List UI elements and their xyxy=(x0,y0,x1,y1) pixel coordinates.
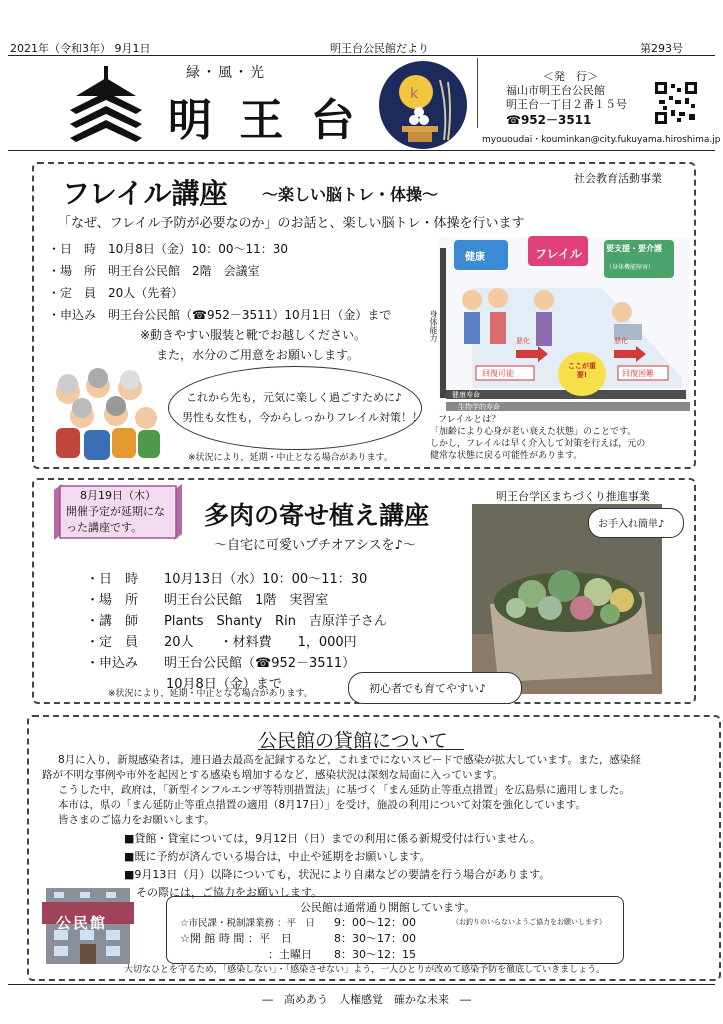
diagram-label-care: 要支援・要介護 xyxy=(606,244,662,253)
issuer-name: 福山市明王台公民館 xyxy=(506,84,605,97)
frailty-row-apply: ・申込み 明王台公民館（☎952－3511）10月1日（金）まで xyxy=(48,308,392,322)
frailty-definition-question: フレイルとは？ xyxy=(438,415,501,425)
frailty-bubble-line2: 男性も女性も，今からしっかりフレイル対策！！ xyxy=(182,411,424,424)
diagram-label-worse-right: 悪化 xyxy=(614,337,628,345)
frailty-definition-line3: 健常な状態に戻る可能性があります。 xyxy=(430,451,583,461)
succulent-deadline: 10月8日（金）まで xyxy=(166,677,282,692)
rental-bullet4: その際には，ご協力をお願いします。 xyxy=(136,886,323,899)
issuer-label: ＜発 行＞ xyxy=(543,70,598,83)
frailty-bubble-line1: これから先も，元気に楽しく過ごすために♪ xyxy=(186,391,403,404)
building-sign: 公民館 xyxy=(56,914,108,932)
footer-slogan: ― 高めあう 人権感覚 確かな未来 ― xyxy=(262,993,471,1006)
hours-row2-label: ☆開 館 時 間 ：平 日 xyxy=(180,932,292,945)
rental-bullet3: ■9月13日（月）以降についても，状況により自粛などの要請を行う場合があります。 xyxy=(124,868,551,881)
frailty-row-date: ・日 時 10月8日（金）10：00～11：30 xyxy=(48,242,289,256)
issuer-phone: ☎952－3511 xyxy=(506,113,592,127)
frailty-subtitle: ～楽しい脳トレ・体操～ xyxy=(262,185,439,204)
hours-row3-time: 8：30～12：15 xyxy=(334,948,416,961)
issuer-address: 明王台一丁目２番１５号 xyxy=(506,98,627,111)
issuer-email[interactable]: myououdai・kouminkan@city.fukuyama.hiroshima.jp xyxy=(482,135,721,145)
hours-row1-label: ☆市民課・税制課業務 ：平 日 xyxy=(180,918,316,929)
rental-para1a: 8月に入り，新規感染者は，連日過去最高を記録するなど，これまでにないスピードで感染が拡大しています。また，感染経 xyxy=(58,754,641,766)
newsletter-name: 明王台公民館だより xyxy=(330,42,429,55)
frailty-note-water: また，水分のご用意をお願いします。 xyxy=(156,348,360,362)
frailty-definition-line1: 「加齢により心身が老い衰えた状態」のことです。 xyxy=(430,427,637,437)
hours-row3-label: ：土曜日 xyxy=(268,948,312,961)
frailty-diagram xyxy=(429,228,694,414)
frailty-caution: ※状況により，延期・中止となる場合があります。 xyxy=(188,453,393,463)
hours-row1-note: （お釣りのいらないようご協力をお願いします） xyxy=(452,918,606,926)
seniors-illustration xyxy=(46,366,164,460)
frailty-speech-bubble xyxy=(168,366,422,450)
rental-para3: 本市は，県の「まん延防止等重点措置の適用（8月17日）」を受け，施設の利用について対策を強化しています。 xyxy=(58,799,586,811)
svg-text:k: k xyxy=(410,86,419,102)
succulent-row-date: ・日 時 10月13日（水）10：00～11：30 xyxy=(86,572,368,587)
hours-title: 公民館は通常通り開館しています。 xyxy=(300,901,476,914)
succulent-title: 多肉の寄せ植え講座 xyxy=(204,501,430,530)
succulent-subtitle: ～自宅に可愛いプチオアシスを♪～ xyxy=(214,538,416,553)
diagram-label-healthy: 健康 xyxy=(465,252,485,263)
rental-bullet1: ■貸館・貸室については，9月12日（日）までの利用に係る新規受付は行いません。 xyxy=(124,832,541,845)
masthead-title: 明 王 台 xyxy=(168,95,361,146)
succulent-easy-text: お手入れ簡単♪ xyxy=(598,519,665,530)
pagoda-logo xyxy=(66,66,146,144)
rental-para4: 皆さまのご協力をお願いします。 xyxy=(58,814,215,826)
diagram-label-worse-left: 悪化 xyxy=(516,337,530,345)
succulent-row-place: ・場 所 明王台公民館 1階 実習室 xyxy=(86,593,329,608)
footer-rule xyxy=(8,984,715,985)
banner-date: 8月19日（木） xyxy=(80,489,156,502)
hours-row2-time: 8：30～17：00 xyxy=(334,932,416,945)
header-rule xyxy=(8,55,715,56)
succulent-row-apply: ・申込み 明王台公民館（☎952－3511） xyxy=(86,656,356,671)
succulent-caution: ※状況により，延期・中止となる場合があります。 xyxy=(108,689,313,699)
moon-viewing-illustration xyxy=(378,60,468,150)
frailty-lead: 「なぜ、フレイル予防が必要なのか」のお話と、楽しい脳トレ・体操を行います xyxy=(58,216,525,231)
motto: 緑・風・光 xyxy=(186,65,266,81)
diagram-label-frail: フレイル xyxy=(535,247,582,261)
qr-code[interactable] xyxy=(655,82,697,124)
frailty-note-clothes: ※動きやすい服装と靴でお越しください。 xyxy=(140,328,367,342)
succulent-category: 明王台学区まちづくり推進事業 xyxy=(496,490,650,503)
issue-number: 第293号 xyxy=(640,42,683,55)
banner-line3: った講座です。 xyxy=(66,521,143,534)
succulent-row-instructor: ・講 師 Plants Shanty Rin 吉原洋子さん xyxy=(86,614,387,629)
closing-message: 大切なひとを守るため，「感染しない」・「感染させない」よう，一人ひとりが改めて感染予防を徹底していきましょう。 xyxy=(124,965,606,975)
rental-para2: こうした中，政府は，「新型インフルエンザ等特別措置法」に基づく「まん延防止等重点措置」を広島県に適用しました。 xyxy=(58,784,630,796)
succulent-row-capacity: ・定 員 20人 ・材料費 1，000円 xyxy=(86,635,357,650)
rental-para1b: 路が不明な事例や市外を起因とする感染も増加するなど，感染状況は深刻な局面に入っています。 xyxy=(42,769,504,781)
diagram-label-hard: 回復困難 xyxy=(622,369,654,378)
rental-title-underline xyxy=(258,749,464,750)
rental-title: 公民館の貸館について xyxy=(258,730,448,752)
diagram-label-important: ここが重要! xyxy=(568,362,596,379)
frailty-title: フレイル講座 xyxy=(62,177,228,210)
frailty-category: 社会教育活動事業 xyxy=(574,172,662,185)
diagram-yaxis-label: 身体能力 xyxy=(429,310,438,342)
masthead-rule xyxy=(8,150,715,151)
issue-date: 2021年（令和3年） 9月1日 xyxy=(10,42,151,55)
banner-line2: 開催予定が延期にな xyxy=(66,505,165,518)
diagram-label-care-sub: （身体機能障害） xyxy=(606,264,655,271)
frailty-definition-line2: しかし，フレイルは早く介入して対策を行えば，元の xyxy=(430,439,646,449)
frailty-row-place: ・場 所 明王台公民館 2階 会議室 xyxy=(48,264,260,278)
diagram-label-biological-life: 生物学的寿命 xyxy=(458,403,500,411)
masthead-divider xyxy=(477,58,478,128)
diagram-label-healthy-life: 健康寿命 xyxy=(452,391,480,399)
succulent-beginner-text: 初心者でも育てやすい♪ xyxy=(369,682,487,695)
succulent-details xyxy=(86,568,387,673)
diagram-label-recoverable: 回復可能 xyxy=(482,369,514,378)
hours-row1-time: 9：00～12：00 xyxy=(334,916,416,929)
frailty-row-capacity: ・定 員 20人（先着） xyxy=(48,286,184,300)
frailty-details xyxy=(48,240,391,328)
rental-bullet2: ■既に予約が済んでいる場合は，中止や延期をお願いします。 xyxy=(124,850,431,863)
